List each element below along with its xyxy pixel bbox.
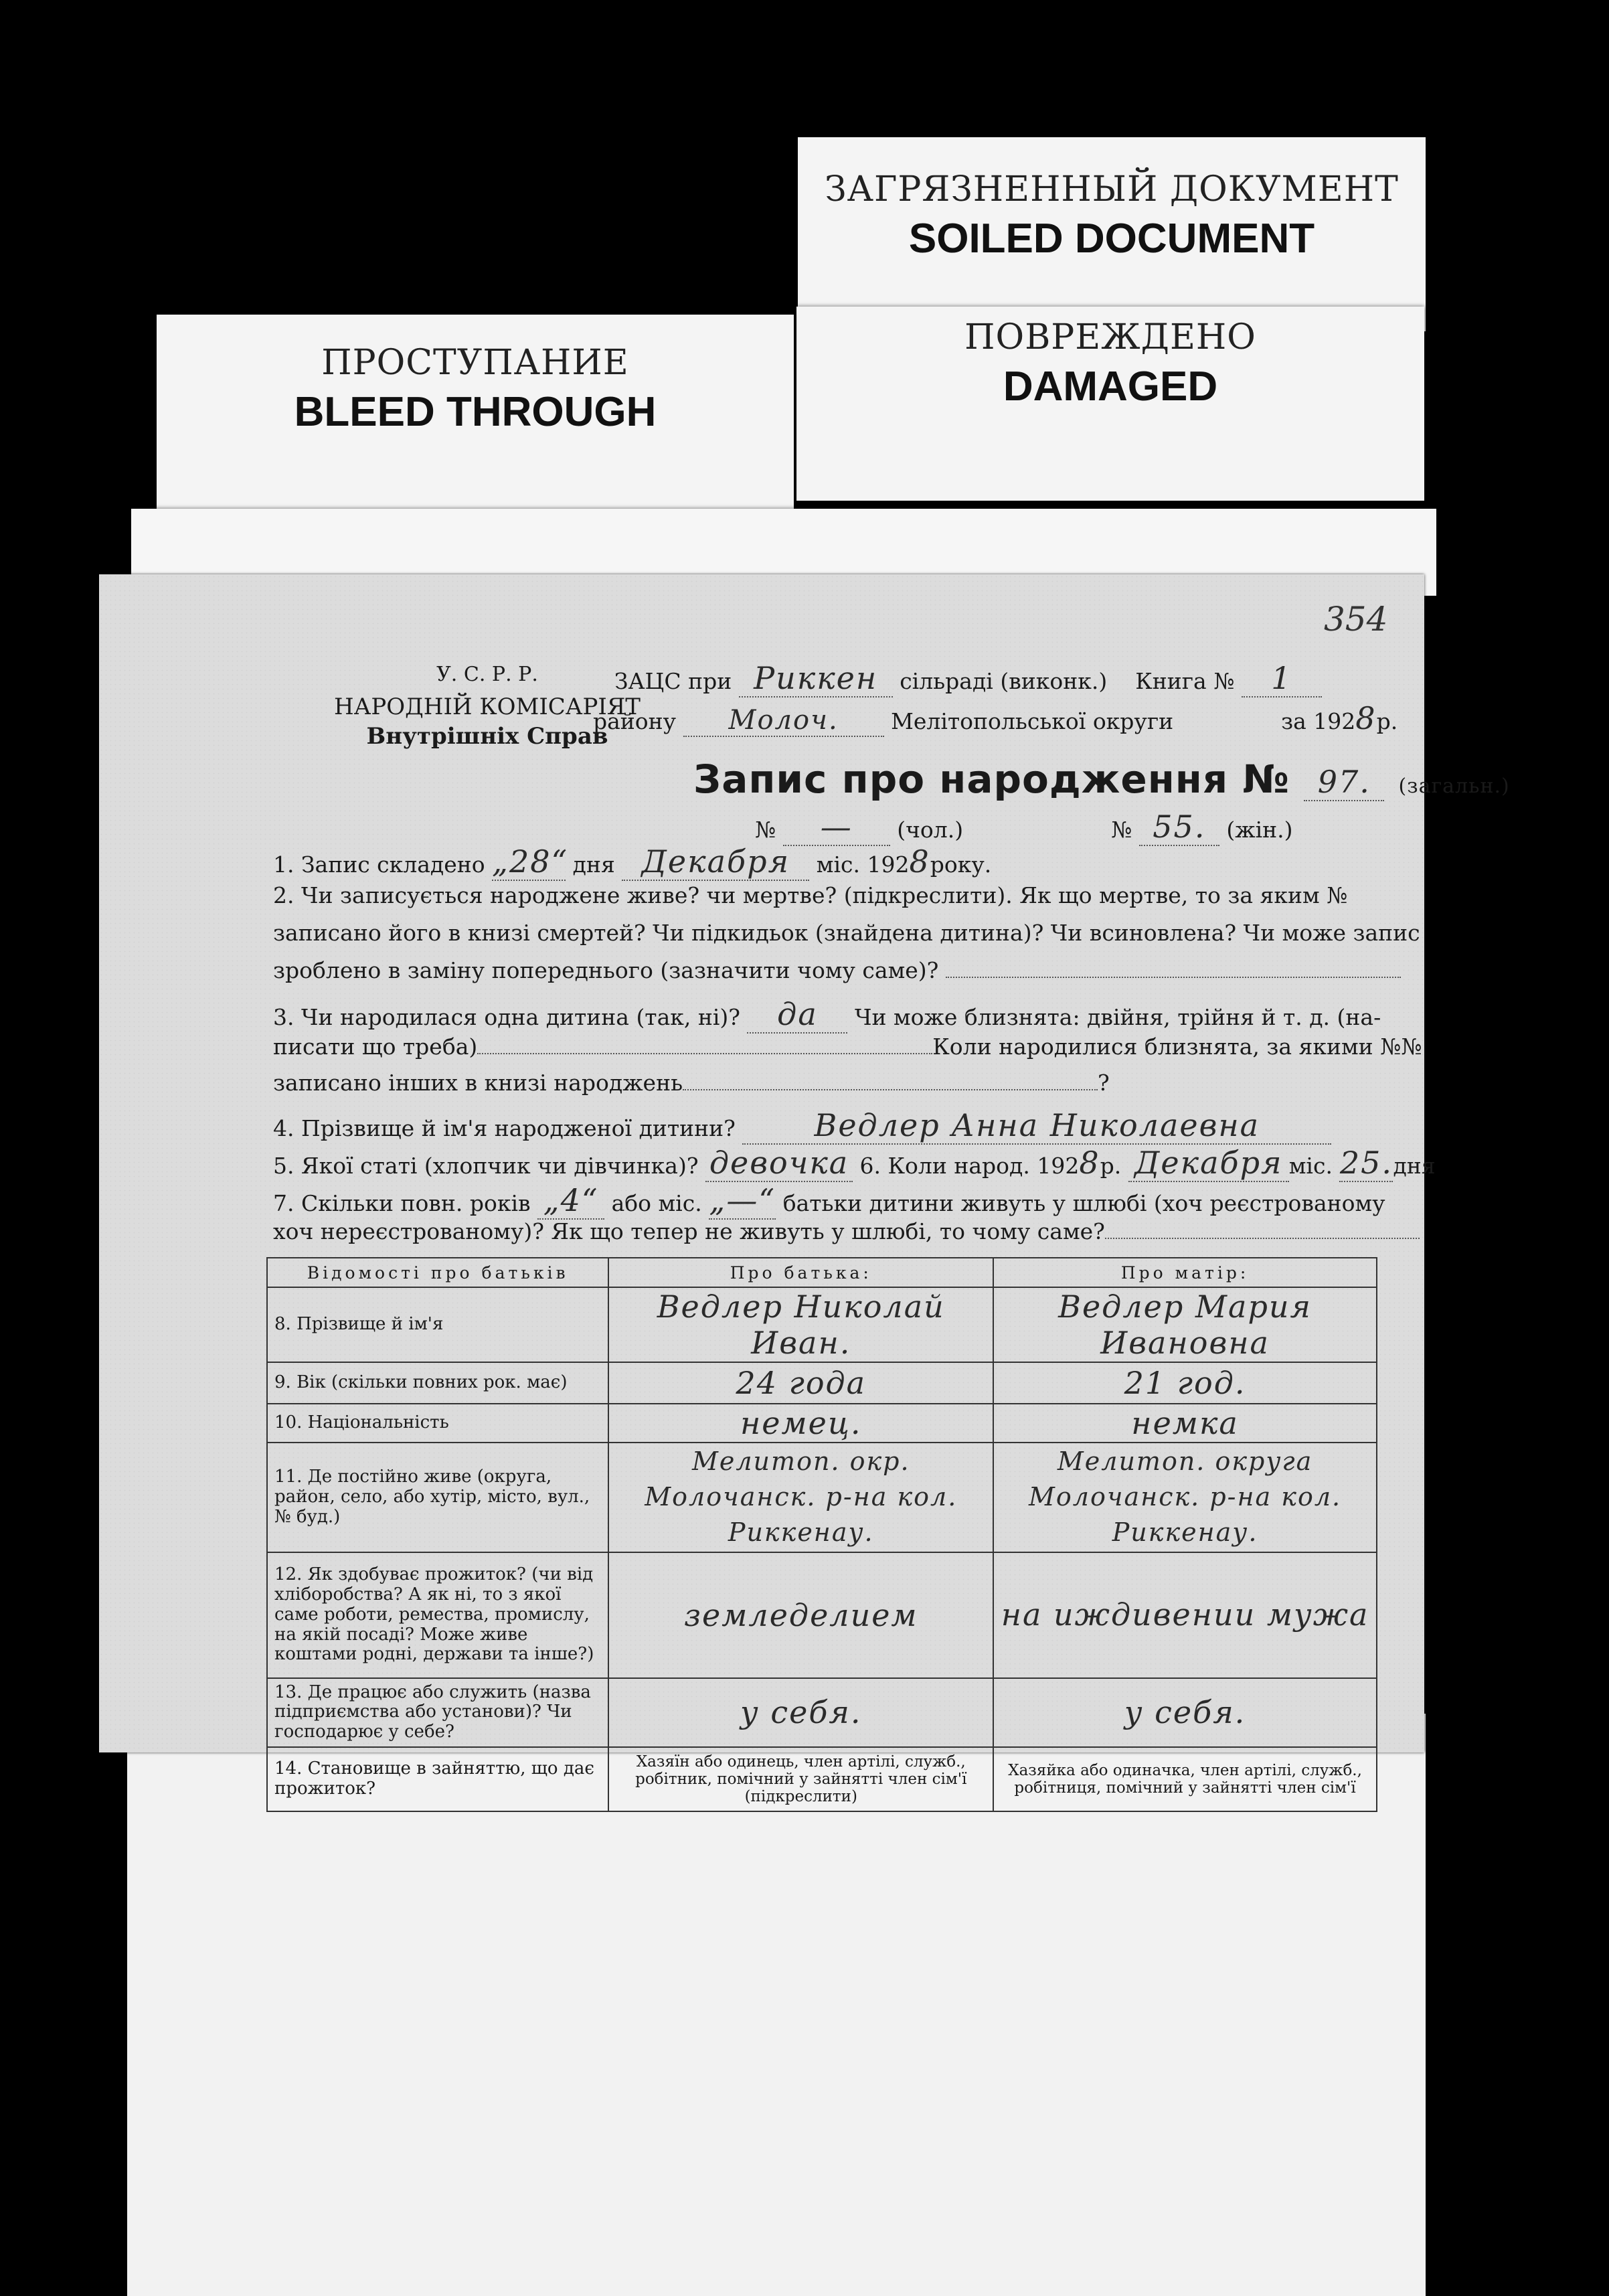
book-number: 1 — [1242, 660, 1322, 698]
soiled-label-ru: ЗАГРЯЗНЕННЫЙ ДОКУМЕНТ — [825, 169, 1399, 210]
child-name: Ведлер Анна Николаевна — [742, 1107, 1331, 1145]
damaged-label-en: DAMAGED — [1003, 363, 1218, 410]
q2-line2: записано його в книзі смертей? Чи підкидьок (знайдена дитина)? Чи всиновлена? Чи може запис — [273, 920, 1420, 946]
table-row: 11. Де постійно живе (округа, район, село, або хутір, місто, вул., № буд.) Мелитоп. окр. Молочанск. р-на кол. Риккенау. Мелитоп. округа Молочанск. р-на кол. Риккенау. — [267, 1443, 1377, 1552]
soiled-document-card — [798, 137, 1426, 331]
parents-table — [266, 1257, 1377, 1812]
q3-line3: записано інших в книзі народжень ? — [273, 1070, 1110, 1096]
header-commissariat: НАРОДНІЙ КОМІСАРІЯТ — [334, 693, 641, 720]
table-header-row — [267, 1258, 1377, 1287]
q4-line: 4. Прізвище й ім'я народженої дитини? Ведлер Анна Николаевна — [273, 1107, 1331, 1145]
zags-line: ЗАЦС при Риккен сільраді (виконк.) Книга № 1 — [614, 660, 1322, 698]
archive-number: 354 — [1324, 600, 1388, 639]
q3-line1: 3. Чи народилася одна дитина (так, ні)? да Чи може близнята: двійня, трійня й т. д. (на- — [273, 996, 1381, 1032]
bleed-label-ru: ПРОСТУПАНИЕ — [321, 343, 629, 383]
q2-line1: 2. Чи записується народжене живе? чи мертве? (підкреслити). Як що мертве, то за яким № — [273, 882, 1348, 908]
rayon-name: Молоч. — [683, 705, 884, 737]
header-father: Про батька: — [608, 1258, 993, 1287]
record-number: 97. — [1304, 764, 1384, 801]
damaged-label-ru: ПОВРЕЖДЕНО — [964, 317, 1256, 357]
birth-day: 25. — [1339, 1145, 1393, 1181]
header-internal-affairs: Внутрішніх Справ — [366, 723, 608, 750]
q7-line2: хоч нереєстрованому)? Як що тепер не живуть у шлюбі, то чому саме? — [273, 1218, 1420, 1244]
village-name: Риккен — [739, 660, 893, 698]
table-row: 9. Вік (скільки повних рок. має) 24 года 21 год. — [267, 1362, 1377, 1404]
child-sex: девочка — [705, 1145, 853, 1182]
q3-answer: да — [747, 996, 847, 1034]
header-mother: Про матір: — [993, 1258, 1377, 1287]
rayon-line: району Молоч. Мелітопольської округи за 1928р. — [593, 700, 1398, 736]
q5-q6-line: 5. Якої статі (хлопчик чи дівчинка)? девочка 6. Коли народ. 1928р. Декабря міс. 25.дня — [273, 1145, 1436, 1181]
q3-line2: писати що треба) Коли народилися близнята, за якими №№ — [273, 1034, 1422, 1060]
birth-month: Декабря — [1128, 1145, 1289, 1182]
header-ussr: У. С. Р. Р. — [436, 663, 538, 686]
q2-line3: зроблено в заміну попереднього (зазначити чому саме)? — [273, 957, 1401, 983]
q7-line1: 7. Скільки повн. років „4“ або міс. „—“ батьки дитини живуть у шлюбі (хоч реєстрованому — [273, 1182, 1385, 1218]
bleed-through-card — [157, 315, 794, 536]
table-row: 12. Як здобуває прожиток? (чи від хліборобства? А як ні, то з якої саме роботи, ремества, промислу, на якій посаді? Може живе коштами родні, держави та інше?) земледелием на иждивении мужа — [267, 1552, 1377, 1678]
header-info: Відомості про батьків — [267, 1258, 608, 1287]
bleed-label-en: BLEED THROUGH — [294, 389, 657, 435]
table-row: 13. Де працює або служить (назва підприємства або установи)? Чи господарює у себе? у себя. у себя. — [267, 1678, 1377, 1748]
sub-numbers: № — (чол.) № 55. (жін.) — [755, 809, 1293, 845]
birth-record-form — [99, 574, 1510, 1806]
damaged-card — [796, 307, 1424, 501]
table-row: 14. Становище в зайняттю, що дає прожиток? Хазяїн або одинець, член артілі, служб., робітник, помічний у зайнятті член сім'ї (підкреслити) Хазяйка або одиначка, член артілі, служб., робітниця, помічний у зайнятті член сім'ї — [267, 1747, 1377, 1811]
soiled-label-en: SOILED DOCUMENT — [908, 216, 1315, 262]
record-title: Запис про народження № 97. (загальн.) — [693, 756, 1510, 802]
table-row: 10. Національність немец. немка — [267, 1404, 1377, 1443]
table-row: 8. Прізвище й ім'я Ведлер Николай Иван. Ведлер Мария Ивановна — [267, 1287, 1377, 1362]
q1-line: 1. Запис складено „28“ дня Декабря міс. 1928року. — [273, 843, 992, 880]
